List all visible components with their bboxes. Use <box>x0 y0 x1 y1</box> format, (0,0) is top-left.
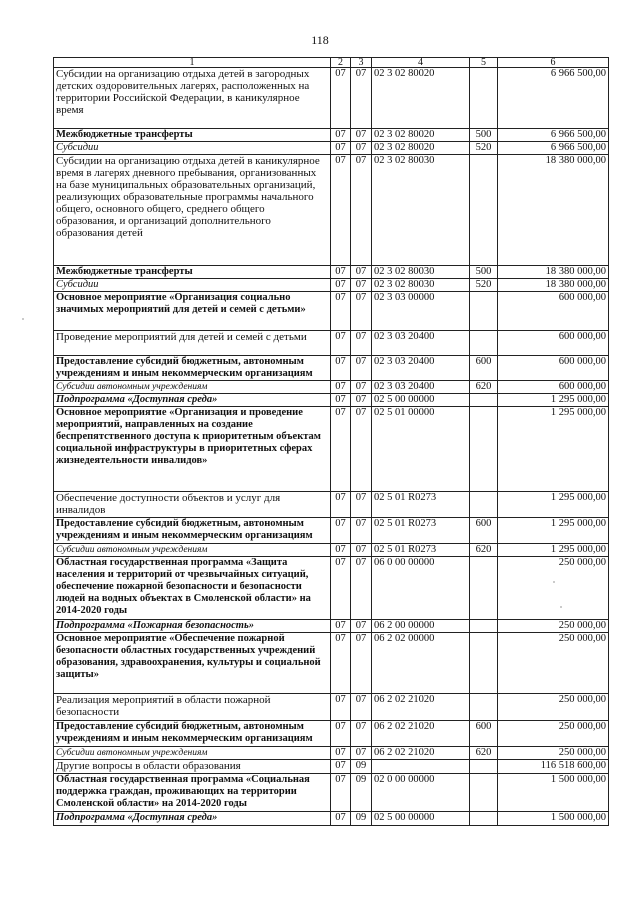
row-target-code: 02 3 02 80020 <box>372 129 470 142</box>
row-amount: 6 966 500,00 <box>498 129 609 142</box>
row-section: 07 <box>331 279 351 292</box>
row-section: 07 <box>331 544 351 557</box>
row-amount: 6 966 500,00 <box>498 142 609 155</box>
header-row <box>54 58 609 68</box>
row-target-code: 06 2 02 21020 <box>372 747 470 760</box>
row-target-code: 02 3 03 20400 <box>372 331 470 356</box>
row-section: 07 <box>331 492 351 518</box>
row-section: 07 <box>331 774 351 812</box>
row-section: 07 <box>331 394 351 407</box>
row-subsection: 07 <box>351 394 372 407</box>
row-name: Основное мероприятие «Организация социально значимых мероприятий для детей и семей с детьми» <box>54 292 331 331</box>
row-subsection: 07 <box>351 68 372 129</box>
table-row <box>54 142 609 155</box>
table-row <box>54 557 609 620</box>
row-expense-type: 600 <box>470 518 498 544</box>
row-expense-type <box>470 331 498 356</box>
row-target-code: 02 3 03 20400 <box>372 381 470 394</box>
row-section: 07 <box>331 129 351 142</box>
page-number: 118 <box>311 33 329 47</box>
row-amount: 18 380 000,00 <box>498 266 609 279</box>
row-target-code: 02 5 01 00000 <box>372 407 470 492</box>
row-name: Субсидии на организацию отдыха детей в загородных детских оздоровительных лагерях, расположенных на территории Российской Федерации, в каникулярное время <box>54 68 331 129</box>
row-subsection: 07 <box>351 747 372 760</box>
row-subsection: 07 <box>351 381 372 394</box>
row-target-code <box>372 760 470 774</box>
row-amount: 1 295 000,00 <box>498 407 609 492</box>
row-expense-type <box>470 155 498 266</box>
row-section: 07 <box>331 721 351 747</box>
row-expense-type <box>470 620 498 633</box>
table-row <box>54 812 609 826</box>
row-target-code: 02 5 01 R0273 <box>372 492 470 518</box>
row-amount: 1 295 000,00 <box>498 394 609 407</box>
row-amount: 250 000,00 <box>498 620 609 633</box>
row-name: Областная государственная программа «Защита населения и территорий от чрезвычайных ситуаций, обеспечение пожарной безопасности и безопасности людей на водных объектах в Смоленской области» на 2014-2020 годы <box>54 557 331 620</box>
row-amount: 250 000,00 <box>498 694 609 721</box>
row-subsection: 07 <box>351 721 372 747</box>
row-name: Проведение мероприятий для детей и семей с детьми <box>54 331 331 356</box>
row-amount: 1 295 000,00 <box>498 518 609 544</box>
row-name: Субсидии автономным учреждениям <box>54 747 331 760</box>
row-target-code: 02 3 03 20400 <box>372 356 470 381</box>
row-name: Областная государственная программа «Социальная поддержка граждан, проживающих на территории Смоленской области» на 2014-2020 годы <box>54 774 331 812</box>
row-target-code: 02 3 02 80030 <box>372 279 470 292</box>
table-row <box>54 620 609 633</box>
row-target-code: 02 3 03 00000 <box>372 292 470 331</box>
row-subsection: 07 <box>351 292 372 331</box>
row-section: 07 <box>331 760 351 774</box>
row-subsection: 07 <box>351 694 372 721</box>
table-row <box>54 721 609 747</box>
row-section: 07 <box>331 142 351 155</box>
row-name: Обеспечение доступности объектов и услуг для инвалидов <box>54 492 331 518</box>
scan-speck <box>553 581 555 583</box>
row-subsection: 07 <box>351 518 372 544</box>
row-target-code: 02 0 00 00000 <box>372 774 470 812</box>
row-section: 07 <box>331 747 351 760</box>
table-row <box>54 279 609 292</box>
column-header: 1 <box>54 58 331 68</box>
table-row <box>54 760 609 774</box>
row-name: Основное мероприятие «Организация и проведение мероприятий, направленных на создание беспрепятственного доступа к приоритетным объектам социальной инфраструктуры в приоритетных сферах жизнедеятельности инвалидов» <box>54 407 331 492</box>
row-name: Другие вопросы в области образования <box>54 760 331 774</box>
row-name: Предоставление субсидий бюджетным, автономным учреждениям и иным некоммерческим организациям <box>54 356 331 381</box>
row-subsection: 07 <box>351 266 372 279</box>
row-section: 07 <box>331 155 351 266</box>
row-name: Межбюджетные трансферты <box>54 129 331 142</box>
table-row <box>54 266 609 279</box>
row-section: 07 <box>331 331 351 356</box>
row-subsection: 09 <box>351 774 372 812</box>
table-row <box>54 129 609 142</box>
row-expense-type <box>470 492 498 518</box>
row-expense-type: 600 <box>470 721 498 747</box>
row-amount: 1 500 000,00 <box>498 774 609 812</box>
budget-table <box>53 57 609 826</box>
row-expense-type: 600 <box>470 356 498 381</box>
column-header: 5 <box>470 58 498 68</box>
table-row <box>54 633 609 694</box>
row-section: 07 <box>331 292 351 331</box>
row-target-code: 02 3 02 80020 <box>372 142 470 155</box>
row-expense-type <box>470 812 498 826</box>
row-section: 07 <box>331 620 351 633</box>
row-section: 07 <box>331 812 351 826</box>
scan-speck <box>22 318 24 320</box>
row-name: Субсидии <box>54 142 331 155</box>
row-subsection: 07 <box>351 155 372 266</box>
row-expense-type: 500 <box>470 266 498 279</box>
row-amount: 250 000,00 <box>498 721 609 747</box>
row-target-code: 06 2 00 00000 <box>372 620 470 633</box>
row-amount: 1 295 000,00 <box>498 544 609 557</box>
row-subsection: 09 <box>351 812 372 826</box>
row-target-code: 02 3 02 80030 <box>372 155 470 266</box>
table-row <box>54 356 609 381</box>
row-target-code: 02 3 02 80030 <box>372 266 470 279</box>
row-target-code: 06 2 02 00000 <box>372 633 470 694</box>
row-target-code: 02 5 01 R0273 <box>372 544 470 557</box>
row-name: Субсидии автономным учреждениям <box>54 544 331 557</box>
row-amount: 250 000,00 <box>498 747 609 760</box>
table-row <box>54 747 609 760</box>
row-amount: 250 000,00 <box>498 557 609 620</box>
table-row <box>54 331 609 356</box>
row-name: Подпрограмма «Доступная среда» <box>54 812 331 826</box>
row-expense-type <box>470 557 498 620</box>
column-header: 6 <box>498 58 609 68</box>
row-name: Субсидии автономным учреждениям <box>54 381 331 394</box>
row-name: Основное мероприятие «Обеспечение пожарной безопасности областных государственных учреждений образования, здравоохранения, культуры и социальной защиты» <box>54 633 331 694</box>
row-subsection: 07 <box>351 557 372 620</box>
row-expense-type <box>470 407 498 492</box>
table-row <box>54 68 609 129</box>
table-row <box>54 774 609 812</box>
row-expense-type: 620 <box>470 381 498 394</box>
table-row <box>54 407 609 492</box>
row-section: 07 <box>331 356 351 381</box>
table-row <box>54 544 609 557</box>
row-expense-type: 620 <box>470 544 498 557</box>
row-section: 07 <box>331 694 351 721</box>
row-subsection: 07 <box>351 142 372 155</box>
row-amount: 1 295 000,00 <box>498 492 609 518</box>
row-amount: 1 500 000,00 <box>498 812 609 826</box>
row-amount: 116 518 600,00 <box>498 760 609 774</box>
row-amount: 6 966 500,00 <box>498 68 609 129</box>
row-expense-type: 500 <box>470 129 498 142</box>
row-subsection: 07 <box>351 279 372 292</box>
row-section: 07 <box>331 557 351 620</box>
row-name: Реализация мероприятий в области пожарной безопасности <box>54 694 331 721</box>
row-subsection: 07 <box>351 407 372 492</box>
row-expense-type: 520 <box>470 279 498 292</box>
row-expense-type <box>470 292 498 331</box>
row-section: 07 <box>331 68 351 129</box>
table-row <box>54 292 609 331</box>
row-amount: 600 000,00 <box>498 331 609 356</box>
row-target-code: 02 5 00 00000 <box>372 394 470 407</box>
row-name: Субсидии на организацию отдыха детей в каникулярное время в лагерях дневного пребывания, организованных на базе муниципальных образовательных организаций, реализующих образовательные программы начального общего, основного общего, среднего общего образования, и организаций дополнительного образования детей <box>54 155 331 266</box>
row-subsection: 07 <box>351 633 372 694</box>
row-subsection: 07 <box>351 331 372 356</box>
row-name: Предоставление субсидий бюджетным, автономным учреждениям и иным некоммерческим организациям <box>54 721 331 747</box>
row-name: Субсидии <box>54 279 331 292</box>
row-subsection: 07 <box>351 544 372 557</box>
row-subsection: 07 <box>351 129 372 142</box>
column-header: 2 <box>331 58 351 68</box>
row-target-code: 06 2 02 21020 <box>372 721 470 747</box>
row-subsection: 07 <box>351 356 372 381</box>
row-amount: 600 000,00 <box>498 356 609 381</box>
row-name: Подпрограмма «Доступная среда» <box>54 394 331 407</box>
row-name: Предоставление субсидий бюджетным, автономным учреждениям и иным некоммерческим организациям <box>54 518 331 544</box>
row-target-code: 06 2 02 21020 <box>372 694 470 721</box>
column-header: 4 <box>372 58 470 68</box>
row-expense-type <box>470 774 498 812</box>
row-section: 07 <box>331 518 351 544</box>
row-amount: 250 000,00 <box>498 633 609 694</box>
row-subsection: 09 <box>351 760 372 774</box>
row-amount: 600 000,00 <box>498 292 609 331</box>
row-section: 07 <box>331 381 351 394</box>
table-row <box>54 518 609 544</box>
table-row <box>54 492 609 518</box>
table-row <box>54 155 609 266</box>
row-expense-type <box>470 68 498 129</box>
row-section: 07 <box>331 266 351 279</box>
row-section: 07 <box>331 407 351 492</box>
table-body <box>54 68 609 826</box>
row-target-code: 02 5 01 R0273 <box>372 518 470 544</box>
row-expense-type <box>470 394 498 407</box>
row-amount: 600 000,00 <box>498 381 609 394</box>
row-amount: 18 380 000,00 <box>498 279 609 292</box>
row-name: Подпрограмма «Пожарная безопасность» <box>54 620 331 633</box>
row-expense-type <box>470 760 498 774</box>
table-row <box>54 381 609 394</box>
table-row <box>54 694 609 721</box>
row-subsection: 07 <box>351 620 372 633</box>
row-target-code: 06 0 00 00000 <box>372 557 470 620</box>
table-row <box>54 394 609 407</box>
row-amount: 18 380 000,00 <box>498 155 609 266</box>
row-section: 07 <box>331 633 351 694</box>
row-name: Межбюджетные трансферты <box>54 266 331 279</box>
row-expense-type <box>470 633 498 694</box>
row-subsection: 07 <box>351 492 372 518</box>
column-header: 3 <box>351 58 372 68</box>
row-target-code: 02 3 02 80020 <box>372 68 470 129</box>
scan-speck <box>560 606 562 608</box>
row-expense-type <box>470 694 498 721</box>
row-expense-type: 520 <box>470 142 498 155</box>
row-expense-type: 620 <box>470 747 498 760</box>
row-target-code: 02 5 00 00000 <box>372 812 470 826</box>
